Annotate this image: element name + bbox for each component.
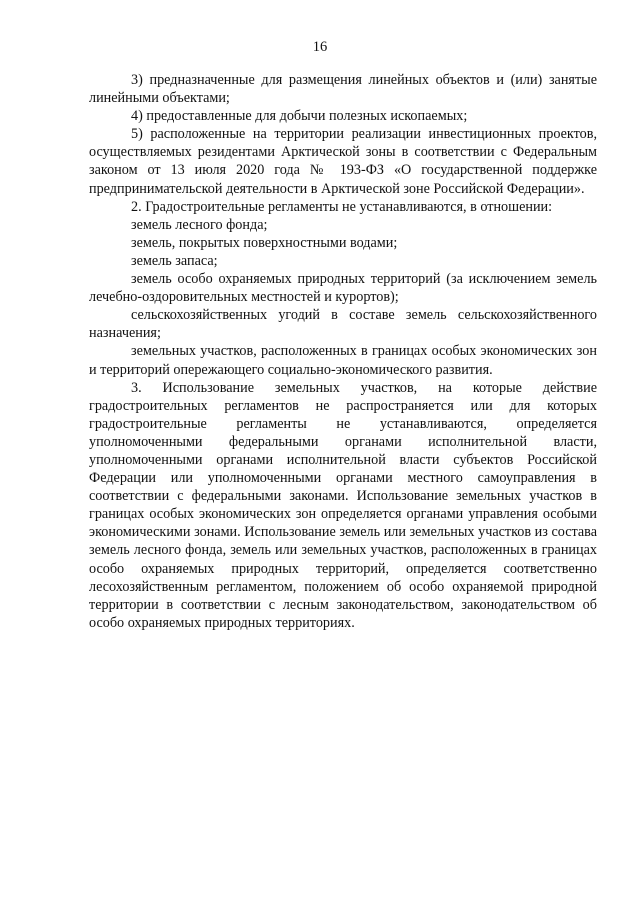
paragraph-item-5: 5) расположенные на территории реализации инвестиционных проектов, осуществляемых резидентами Арктической зоны в соответствии с Федеральным законом от 13 июля 2020 года № 193-ФЗ «О государственной поддержке предпринимательской деятельности в Арктической зоне Российской Федерации». xyxy=(89,126,597,197)
paragraph-section-3: 3. Использование земельных участков, на которые действие градостроительных регламентов не распространяется или для которых градостроительные регламенты не устанавливаются, определяется уполномоченными федеральными органами исполнительной власти, уполномоченными органами исполнительной власти субъектов Российской Федерации или уполномоченными органами местного самоуправления в соответствии с федеральными законами. Использование земельных участков в границах особых экономических зон определяется органами управления особыми экономическими зонами. Использование земель или земельных участков из состава земель лесного фонда, земель или земельных участков, расположенных в границах особо охраняемых природных территорий, определяется соответственно лесохозяйственным регламентом, положением об особо охраняемой природной территории в соответствии с лесным законодательством, законодательством об особо охраняемых природных территориях. xyxy=(89,379,597,631)
list-item-economic-zones: земельных участков, расположенных в границах особых экономических зон и территорий опережающего социально-экономического развития. xyxy=(89,343,597,378)
list-item-forest-fund: земель лесного фонда; xyxy=(131,216,268,233)
list-item-water-lands: земель, покрытых поверхностными водами; xyxy=(131,234,398,251)
document-body xyxy=(89,71,597,632)
paragraph-item-3: 3) предназначенные для размещения линейных объектов и (или) занятые линейными объектами; xyxy=(89,72,597,107)
list-item-agricultural-lands: сельскохозяйственных угодий в составе земель сельскохозяйственного назначения; xyxy=(89,307,597,342)
list-item-protected-territories: земель особо охраняемых природных территорий (за исключением земель лечебно-оздоровительных местностей и курортов); xyxy=(89,271,597,306)
paragraph-item-4: 4) предоставленные для добычи полезных ископаемых; xyxy=(131,108,468,125)
page-number: 16 xyxy=(312,39,328,55)
paragraph-section-2: 2. Градостроительные регламенты не устанавливаются, в отношении: xyxy=(131,198,553,215)
list-item-reserve-lands: земель запаса; xyxy=(131,252,218,269)
